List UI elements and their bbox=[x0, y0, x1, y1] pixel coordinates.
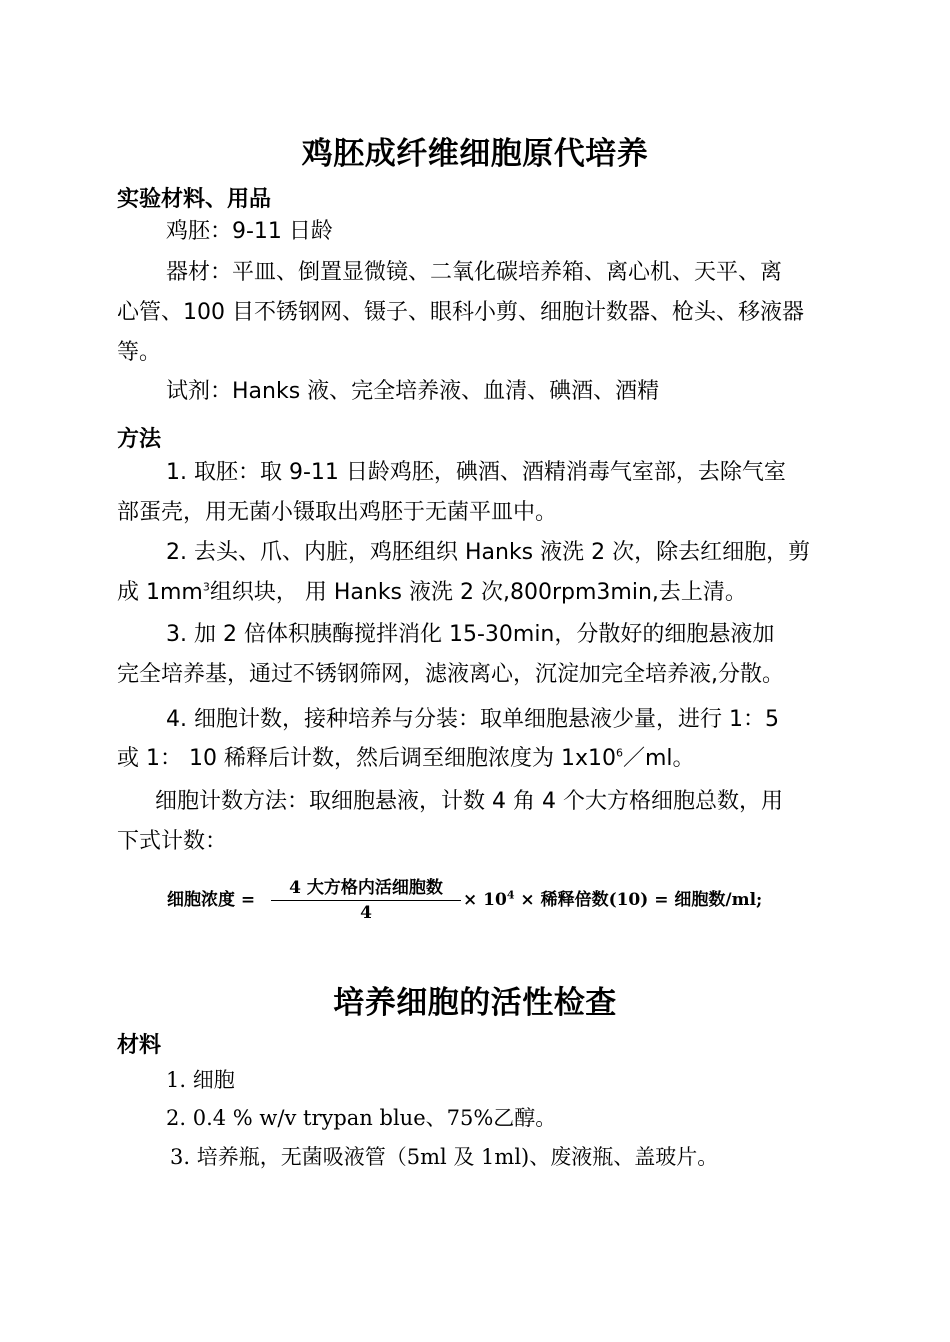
superscript-3: 3 bbox=[202, 580, 210, 594]
step-2-text-pre: 成 1mm bbox=[117, 580, 203, 605]
step-4-text-pre: 或 1： 10 稀释后计数，然后调至细胞浓度为 1x10 bbox=[117, 746, 616, 771]
formula-fraction bbox=[271, 873, 461, 923]
materials-equipment-line3: 等。 bbox=[117, 340, 162, 365]
step-2-line2 bbox=[117, 579, 747, 607]
formula-rhs-pre: × 10 bbox=[463, 890, 507, 910]
section-title-viability: 培养细胞的活性检查 bbox=[333, 985, 617, 1021]
materials2-item-3: 3. 培养瓶，无菌吸液管（5ml 及 1ml)、废液瓶、盖玻片。 bbox=[170, 1145, 719, 1169]
step-4-line2 bbox=[117, 745, 695, 773]
formula-numerator: 4 大方格内活细胞数 bbox=[271, 873, 461, 901]
step-1-line2: 部蛋壳，用无菌小镊取出鸡胚于无菌平皿中。 bbox=[117, 500, 558, 525]
materials-equipment-line1: 器材：平皿、倒置显微镜、二氧化碳培养箱、离心机、天平、离 bbox=[166, 260, 783, 285]
step-3-line1: 3. 加 2 倍体积胰酶搅拌消化 15-30min，分散好的细胞悬液加 bbox=[166, 622, 775, 647]
materials-reagents: 试剂：Hanks 液、完全培养液、血清、碘酒、酒精 bbox=[166, 379, 660, 404]
section-heading-method: 方法 bbox=[117, 427, 162, 452]
materials2-item-1: 1. 细胞 bbox=[166, 1068, 235, 1092]
section-heading-materials-2: 材料 bbox=[117, 1033, 162, 1058]
materials2-item-2: 2. 0.4 % w/v trypan blue、75%乙醇。 bbox=[166, 1106, 557, 1130]
count-method-line2: 下式计数： bbox=[117, 829, 228, 854]
formula-rhs bbox=[463, 885, 762, 910]
cell-concentration-formula bbox=[167, 873, 787, 923]
step-1-line1: 1. 取胚：取 9-11 日龄鸡胚，碘酒、酒精消毒气室部，去除气室 bbox=[166, 460, 786, 485]
formula-exponent: 4 bbox=[506, 888, 515, 902]
step-2-text-post: 组织块， 用 Hanks 液洗 2 次,800rpm3min,去上清。 bbox=[209, 580, 747, 605]
materials-equipment-line2: 心管、100 目不锈钢网、镊子、眼科小剪、细胞计数器、枪头、移液器 bbox=[117, 300, 804, 325]
document-title: 鸡胚成纤维细胞原代培养 bbox=[301, 136, 649, 172]
step-4-line1: 4. 细胞计数，接种培养与分装：取单细胞悬液少量，进行 1：5 bbox=[166, 707, 779, 732]
superscript-6: 6 bbox=[615, 746, 623, 760]
formula-denominator: 4 bbox=[360, 903, 372, 923]
formula-lhs: 细胞浓度 = bbox=[167, 890, 256, 910]
formula-rhs-post: × 稀释倍数(10) = 细胞数/ml; bbox=[514, 890, 763, 910]
step-2-line1: 2. 去头、爪、内脏，鸡胚组织 Hanks 液洗 2 次，除去红细胞，剪 bbox=[166, 540, 811, 565]
count-method-line1: 细胞计数方法：取细胞悬液，计数 4 角 4 个大方格细胞总数，用 bbox=[155, 789, 783, 814]
materials-embryo: 鸡胚：9-11 日龄 bbox=[166, 219, 333, 244]
step-4-text-post: ／ml。 bbox=[622, 746, 695, 771]
section-heading-materials: 实验材料、用品 bbox=[117, 187, 272, 212]
step-3-line2: 完全培养基，通过不锈钢筛网，滤液离心，沉淀加完全培养液,分散。 bbox=[117, 662, 784, 687]
